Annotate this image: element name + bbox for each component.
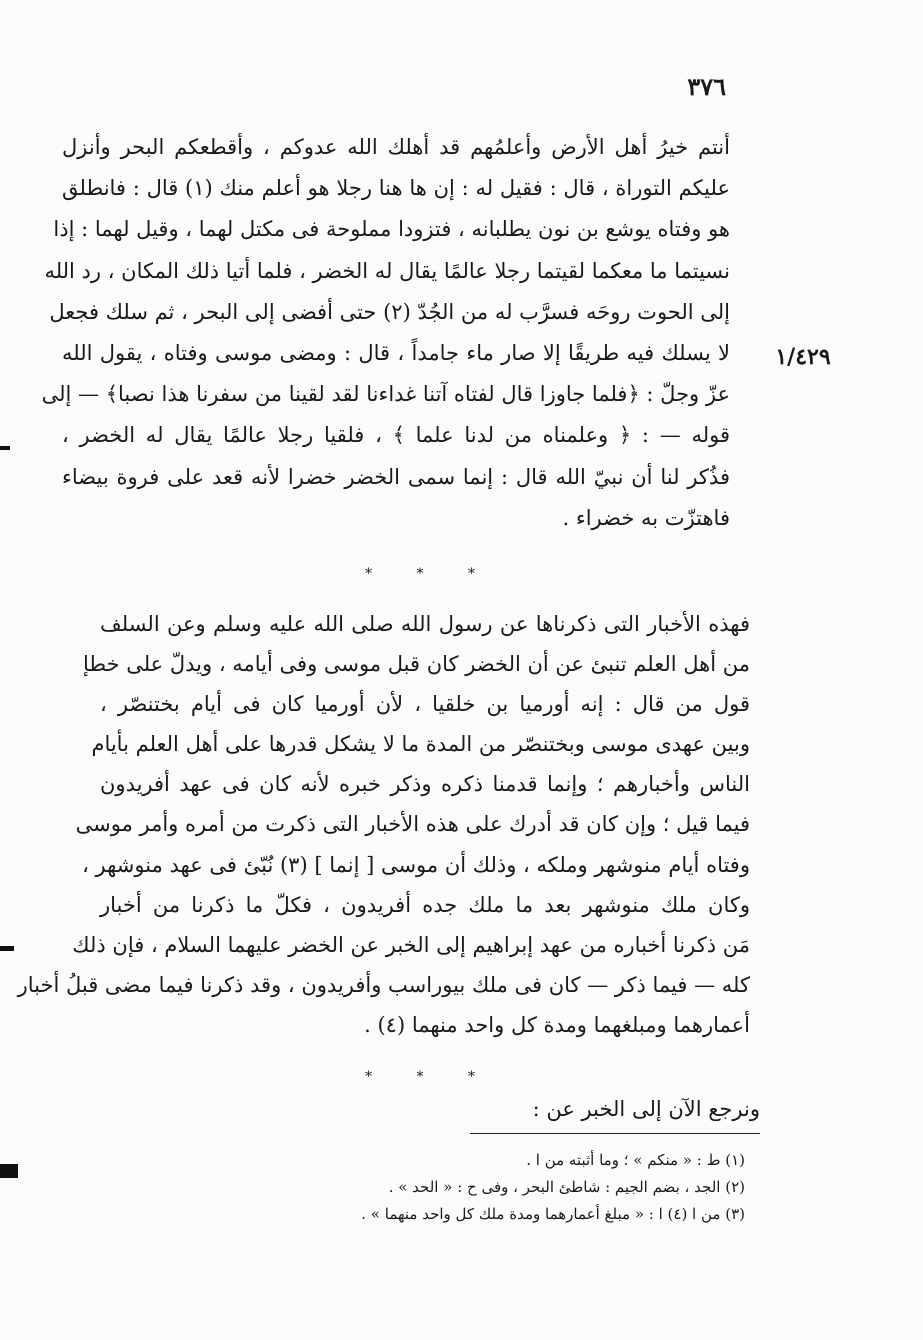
text-line: نسيتما ما معكما لقيتما رجلا عالمًا يقال له الخضر ، فلما أتيا ذلك المكان ، رد الله (44, 258, 730, 283)
text-line: كله — فيما ذكر — كان فى ملك بيوراسب وأفريدون ، وقد ذكرنا فيما مضى قبلُ أخبار (17, 972, 750, 997)
text-line: فيما قيل ؛ وإن كان قد أدرك على هذه الأخبار التى ذكرت من أمره وأمر موسى (75, 812, 750, 837)
text-line: لا يسلك فيه طريقًا إلا صار ماء جامداً ، قال : ومضى موسى وفتاه ، يقول الله (62, 340, 730, 365)
text-line: أعمارهما ومبلغهما ومدة كل واحد منهما (٤) . (364, 1012, 750, 1037)
text-line: من أهل العلم تنبئ عن أن الخضر كان قبل موسى وفى أيامه ، ويدلّ على خطإ (82, 652, 750, 677)
scan-edge-mark (0, 446, 10, 450)
text-line: فذُكر لنا أن نبيّ الله قال : إنما سمى الخضر خضرا لأنه قعد على فروة بيضاء (62, 464, 730, 489)
section-separator: * * * (365, 1069, 495, 1085)
scan-edge-mark (0, 1164, 18, 1178)
margin-note: ١/٤٢٩ (775, 344, 831, 370)
page-number: ٣٧٦ (687, 72, 726, 101)
text-line: قوله — : ﴿ وعلمناه من لدنا علما ﴾ ، فلقيا رجلا عالمًا يقال له الخضر ، (62, 423, 730, 448)
section-separator: * * * (365, 566, 495, 582)
footnotes (200, 1147, 745, 1228)
text-line: عزّ وجلّ : ﴿فلما جاوزا قال لفتاه آتنا غداءنا لقد لقينا من سفرنا هذا نصبا﴾ — إلى (41, 382, 730, 407)
paragraph-1 (41, 127, 730, 539)
text-line: وبين عهدى موسى وبختنصّر من المدة ما لا يشكل قدرها على أهل العلم بأيام (91, 732, 750, 757)
footnote-divider (470, 1133, 760, 1134)
paragraph-2 (17, 604, 750, 1045)
text-line: عليكم التوراة ، قال : فقيل له : إن ها هنا رجلا هو أعلم منك (١) قال : فانطلق (62, 176, 730, 201)
text-line: مَن ذكرنا أخباره من عهد إبراهيم إلى الخبر عن الخضر عليهما السلام ، فإن ذلك (72, 932, 750, 957)
footnote: (٣) من ا (٤) ا : « مبلغ أعمارهما ومدة ملك كل واحد منهما » . (361, 1205, 745, 1223)
text-line: هو وفتاه يوشع بن نون يطلبانه ، فتزودا مملوحة فى مكتل لهما ، وقيل لهما : إذا (53, 217, 730, 242)
text-line: فاهتزّت به خضراء . (562, 505, 730, 530)
text-line: إلى الحوت روحَه فسرَّب له من الجُدّ (٢) حتى أفضى إلى البحر ، ثم سلك فجعل (49, 299, 730, 324)
text-line: الناس وأخبارهم ؛ وإنما قدمنا ذكره وذكر خبره لأنه كان فى عهد أفريدون (100, 772, 750, 797)
closing-line: ونرجع الآن إلى الخبر عن : (532, 1097, 760, 1121)
text-line: وفتاه أيام منوشهر وملكه ، وذلك أن موسى [ إنما ] (٣) نُبّئ فى عهد منوشهر ، (82, 852, 750, 877)
footnote: (٢) الجد ، بضم الجيم : شاطئ البحر ، وفى ح : « الحد » . (388, 1178, 745, 1196)
text-line: أنتم خيرُ أهل الأرض وأعلمُهم قد أهلك الله عدوكم ، وأقطعكم البحر وأنزل (62, 135, 730, 159)
text-line: قول من قال : إنه أورميا بن خلقيا ، لأن أورميا كان فى أيام بختنصّر ، (100, 692, 750, 717)
text-line: وكان ملك منوشهر بعد ما ملك جده أفريدون ، فكلّ ما ذكرنا من أخبار (100, 892, 750, 917)
scan-edge-mark (0, 946, 14, 951)
footnote: (١) ط : « منكم » ؛ وما أثبته من ا . (526, 1151, 745, 1169)
text-line: فهذه الأخبار التى ذكرناها عن رسول الله صلى الله عليه وسلم وعن السلف (100, 612, 750, 636)
